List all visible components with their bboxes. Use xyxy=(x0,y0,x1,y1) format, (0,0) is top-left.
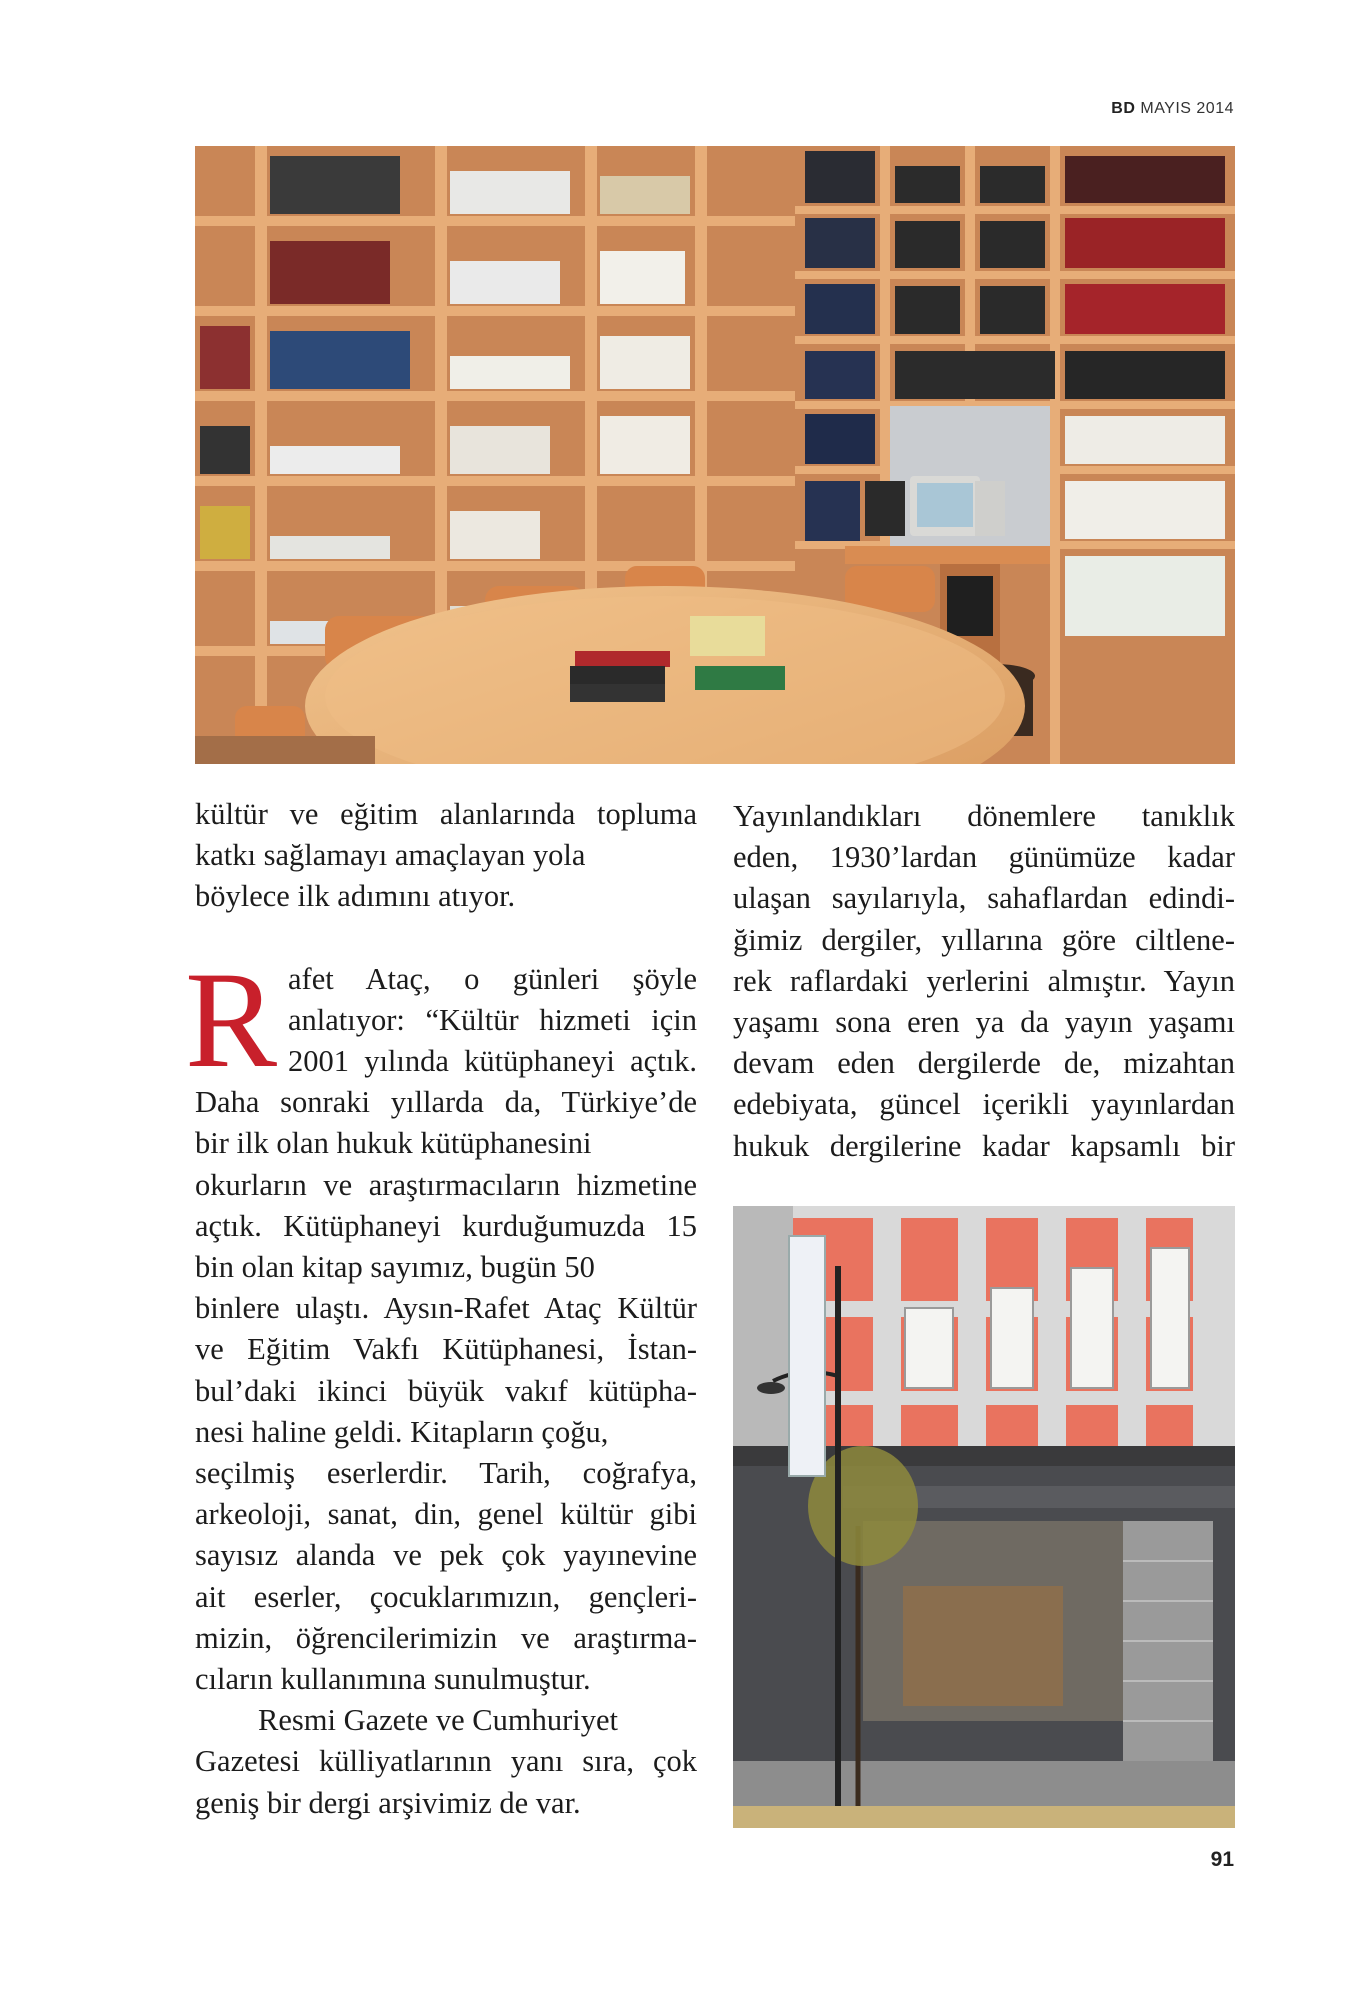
library-building-photo xyxy=(733,1206,1235,1828)
text-line: afet Ataç, o günleri şöyle xyxy=(288,961,697,996)
text-line: seçilmiş eserlerdir. Tarih, coğrafya, xyxy=(195,1456,697,1491)
text-line: bul’daki ikinci büyük vakıf kütüpha- xyxy=(195,1373,697,1408)
text-line: devam eden dergilerde de, mizahtan xyxy=(733,1046,1235,1081)
text-line: edebiyata, güncel içerikli yayınlardan xyxy=(733,1087,1235,1122)
text-line: açtık. Kütüphaneyi kurduğumuzda 15 xyxy=(195,1208,697,1243)
text-line: Gazetesi külliyatlarının yanı sıra, çok xyxy=(195,1744,697,1779)
intro-paragraph xyxy=(195,794,697,918)
text-line: binlere ulaştı. Aysın-Rafet Ataç Kültür xyxy=(195,1291,697,1326)
text-line: cıların kullanımına sunulmuştur. xyxy=(195,1662,591,1697)
text-line: anlatıyor: “Kültür hizmeti için xyxy=(288,1002,697,1037)
text-line: ulaşan sayılarıyla, sahaflardan edindi- xyxy=(733,881,1235,916)
text-line: bir ilk olan hukuk kütüphanesini xyxy=(195,1126,592,1161)
text-line: geniş bir dergi arşivimiz de var. xyxy=(195,1785,581,1820)
magazine-name: BD xyxy=(1111,100,1136,117)
running-header xyxy=(1111,100,1234,118)
text-line: Resmi Gazete ve Cumhuriyet xyxy=(258,1703,618,1738)
text-line: arkeoloji, sanat, din, genel kültür gibi xyxy=(195,1497,697,1532)
text-line: Yayınlandıkları dönemlere tanıklık xyxy=(733,799,1235,833)
drop-cap: R xyxy=(185,942,278,1096)
text-line: okurların ve araştırmacıların hizmetine xyxy=(195,1167,697,1202)
right-text-column xyxy=(733,796,1235,1167)
text-line: eden, 1930’lardan günümüze kadar xyxy=(733,840,1235,875)
text-line: ait eserler, çocuklarımızın, gençleri- xyxy=(195,1579,697,1614)
text-line: ğimiz dergiler, yıllarına göre ciltlene- xyxy=(733,922,1235,957)
text-line: nesi haline geldi. Kitapların çoğu, xyxy=(195,1414,609,1449)
archive-paragraph xyxy=(195,1700,697,1824)
text-line: ve Eğitim Vakfı Kütüphanesi, İstan- xyxy=(195,1332,697,1367)
text-line: kültür ve eğitim alanlarında topluma xyxy=(195,797,697,831)
page-number: 91 xyxy=(1210,1848,1234,1871)
quote-paragraph xyxy=(185,942,697,1701)
text-line: katkı sağlamayı amaçlayan yola xyxy=(195,838,586,873)
library-interior-photo xyxy=(195,146,1235,764)
text-line: 2001 yılında kütüphaneyi açtık. xyxy=(288,1044,697,1079)
text-line: böylece ilk adımını atıyor. xyxy=(195,879,516,914)
issue-date: MAYIS 2014 xyxy=(1140,100,1234,117)
text-line: sayısız alanda ve pek çok yayınevine xyxy=(195,1538,697,1573)
text-line: rek raflardaki yerlerini almıştır. Yayın xyxy=(733,963,1235,998)
text-line: bin olan kitap sayımız, bugün 50 xyxy=(195,1250,595,1285)
text-line: Daha sonraki yıllarda da, Türkiye’de xyxy=(195,1085,697,1120)
text-line: hukuk dergilerine kadar kapsamlı bir xyxy=(733,1128,1235,1163)
magazines-paragraph xyxy=(733,796,1235,1167)
text-line: mizin, öğrencilerimizin ve araştırma- xyxy=(195,1620,697,1655)
text-line: yaşamı sona eren ya da yayın yaşamı xyxy=(733,1005,1235,1040)
left-text-column xyxy=(185,794,697,1824)
